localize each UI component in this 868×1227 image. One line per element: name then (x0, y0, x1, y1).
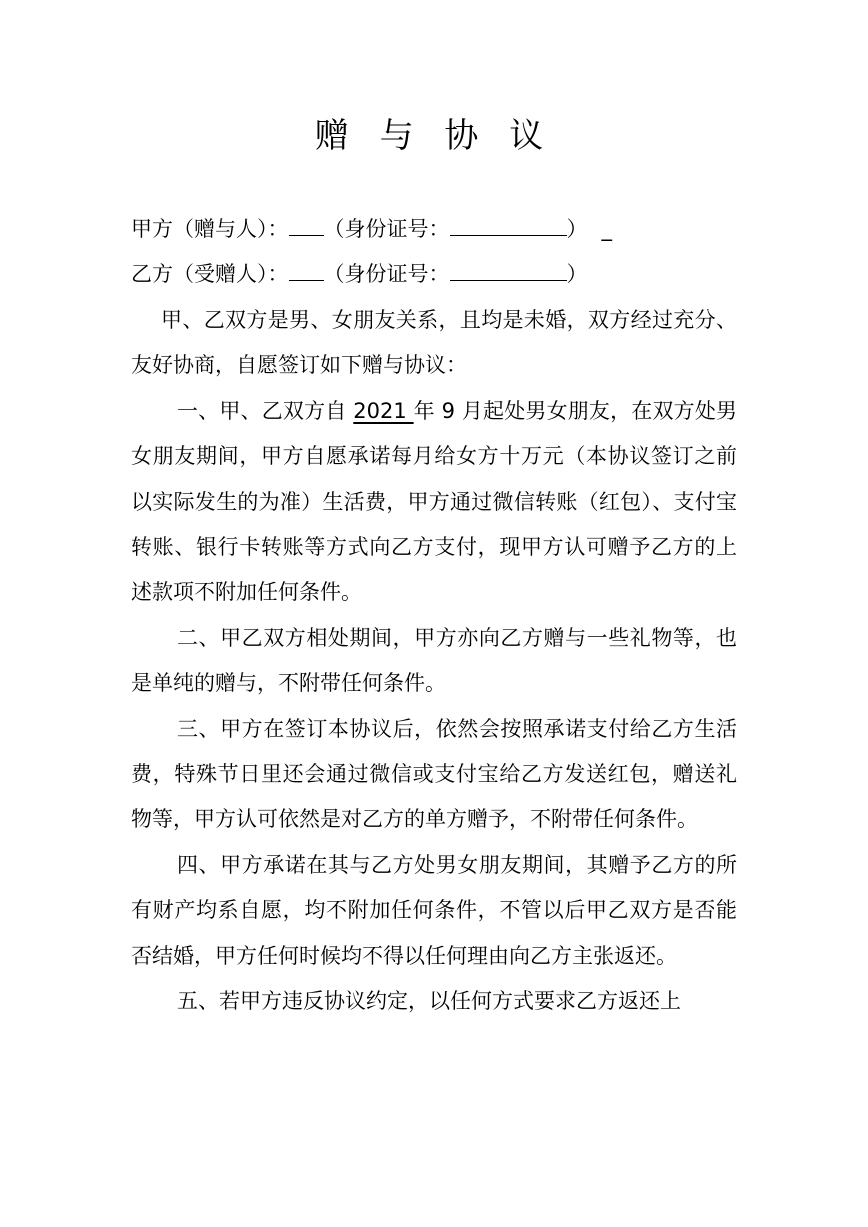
document-title: 赠 与 协 议 (314, 116, 554, 156)
clause-2-paragraph: 二、甲乙双方相处期间，甲方亦向乙方赠与一些礼物等，也是单纯的赠与，不附带任何条件。 (131, 625, 737, 696)
clause-3-paragraph: 三、甲方在签订本协议后，依然会按照承诺支付给乙方生活费，特殊节日里还会通过微信或支付宝给乙方发送红包，赠送礼物等，甲方认可依然是对乙方的单方赠予，不附带任何条件。 (131, 716, 737, 832)
clause-1-year: 2021 (353, 398, 414, 423)
party-a-label: 甲方（赠与人）： (131, 217, 289, 241)
clause-1-pre: 一、甲、乙双方自 (177, 398, 354, 423)
clause-4-paragraph: 四、甲方承诺在其与乙方处男女朋友期间，其赠予乙方的所有财产均系自愿，均不附加任何条件，不管以后甲乙双方是否能否结婚，甲方任何时候均不得以任何理由向乙方主张返还。 (131, 852, 737, 968)
party-b-id-label: （身份证号： (323, 262, 450, 286)
clause-1-post: 年 9 月起处男女朋友，在双方处男女朋友期间，甲方自愿承诺每月给女方十万元（本协议签订之前以实际发生的为准）生活费，甲方通过微信转账（红包）、支付宝转账、银行卡转账等方式向乙方支付，现甲方认可赠予乙方的上述款项不附加任何条件。 (131, 398, 738, 605)
party-b-id-close: ） (566, 262, 588, 286)
agreement-body (131, 298, 737, 1025)
intro-paragraph: 甲、乙双方是男、女朋友关系，且均是未婚，双方经过充分、友好协商，自愿签订如下赠与协议： (131, 308, 737, 378)
party-a-name-blank[interactable] (289, 212, 324, 236)
party-b-label: 乙方（受赠人）： (131, 262, 289, 286)
party-a-trailing-mark: _ (601, 217, 612, 241)
party-a-id-close: ） (566, 217, 588, 241)
party-a-line (131, 212, 612, 244)
party-a-id-blank[interactable] (450, 212, 567, 236)
party-b-name-blank[interactable] (289, 257, 324, 281)
party-a-id-label: （身份证号： (323, 217, 450, 241)
party-b-line (131, 257, 588, 289)
clause-5-paragraph: 五、若甲方违反协议约定，以任何方式要求乙方返还上 (177, 989, 681, 1014)
clause-1-paragraph (131, 389, 737, 616)
party-b-id-blank[interactable] (450, 257, 567, 281)
